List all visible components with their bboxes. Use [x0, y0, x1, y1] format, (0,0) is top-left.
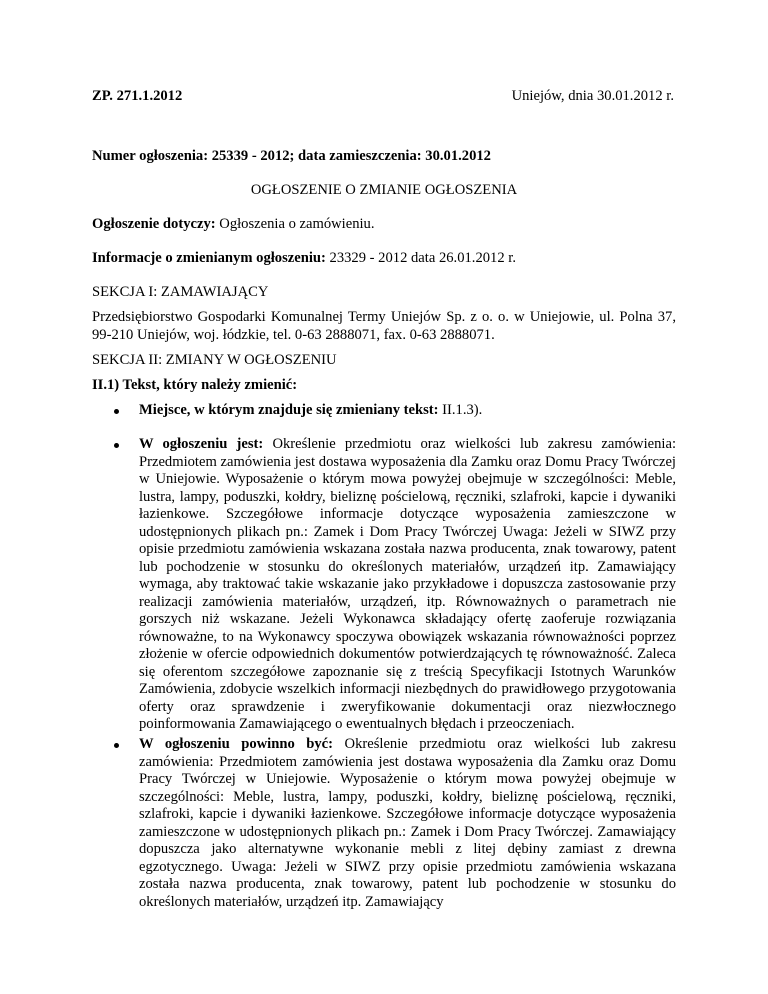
list-item-text	[139, 736, 676, 911]
changed-notice-line	[92, 250, 676, 268]
concerns-label: Ogłoszenie dotyczy:	[92, 216, 216, 232]
list-item	[92, 436, 676, 734]
notice-number-text: Numer ogłoszenia: 25339 - 2012; data zamieszczenia: 30.01.2012	[92, 148, 491, 164]
bullet-icon	[114, 409, 119, 414]
concerns-line	[92, 216, 676, 234]
section2-heading: SEKCJA II: ZMIANY W OGŁOSZENIU	[92, 352, 337, 368]
section2-subheading-text: II.1) Tekst, który należy zmienić:	[92, 377, 298, 393]
section2-subheading	[92, 377, 676, 395]
item-text: Określenie przedmiotu oraz wielkości lub zakresu zamówienia: Przedmiotem zamówienia jest dostawa wyposażenia dla Zamku oraz Domu Pracy Twórczej w Uniejowie. Wyposażenie o którym mowa powyżej obejmuje w szczególności: Meble, lustra, lampy, poduszki, kołdry, bieliznę pościelową, ręczniki, szlafroki, kapcie i dywaniki łazienkowe. Szczegółowe informacje dotyczące wyposażenia zamieszczone w udostępnionych plikach pn.: Zamek i Dom Pracy Twórczej Uwaga: Jeżeli w SIWZ przy opisie przedmiotu zamówienia wskazana została nazwa producenta, znak towarowy, patent lub pochodzenie w stosunku do określonych materiałów, urządzeń itp. Zamawiający wymaga, aby traktować takie wskazanie jako przykładowe i dopuszcza zastosowanie przy realizacji zamówienia materiałów, urządzeń, itp. Równoważnych o parametrach nie gorszych niż wskazane. Jeżeli Wykonawca składający ofertę zaoferuje rozwiązania równoważne, to na Wykonawcy spoczywa obowiązek wskazania równoważności poprzez złożenie w ofercie odpowiednich dokumentów potwierdzających tę równoważność. Zaleca się oferentom szczegółowe zapoznanie się z treścią Specyfikacji Istotnych Warunków Zamówienia, zdobycie wszelkich informacji niezbędnych do prawidłowego przygotowania oferty oraz sprawdzenie i zweryfikowanie dokumentacji oraz niezwłocznego poinformowania Zamawiającego o ewentualnych błędach i przeoczeniach.	[139, 436, 676, 732]
item-label: Miejsce, w którym znajduje się zmieniany tekst:	[139, 402, 439, 418]
changed-notice-value: 23329 - 2012 data 26.01.2012 r.	[329, 250, 516, 266]
concerns-value: Ogłoszenia o zamówieniu.	[219, 216, 375, 232]
item-text: Określenie przedmiotu oraz wielkości lub zakresu zamówienia: Przedmiotem zamówienia jest dostawa wyposażenia dla Zamku oraz Domu Pracy Twórczej w Uniejowie. Wyposażenie o którym mowa powyżej obejmuje w szczególności: Meble, lustra, lampy, poduszki, kołdry, bieliznę pościelową, ręczniki, szlafroki, kapcie i dywaniki łazienkowe. Szczegółowe informacje dotyczące wyposażenia zamieszczone w udostępnionych plikach pn.: Zamek i Dom Pracy Twórczej. Zamawiający dopuszcza jako alternatywne wykonanie mebli z litej dębiny zamiast z drewna egzotycznego. Uwaga: Jeżeli w SIWZ przy opisie przedmiotu zamówienia wskazana została nazwa producenta, znak towarowy, patent lub pochodzenie w stosunku do określonych materiałów, urządzeń itp. Zamawiający	[139, 736, 676, 910]
page-title: OGŁOSZENIE O ZMIANIE OGŁOSZENIA	[250, 182, 518, 198]
item-label: W ogłoszeniu powinno być:	[139, 736, 334, 752]
notice-number-line	[92, 148, 676, 166]
section1-body: Przedsiębiorstwo Gospodarki Komunalnej Termy Uniejów Sp. z o. o. w Uniejowie, ul. Polna 37, 99-210 Uniejów, woj. łódzkie, tel. 0-63 2888071, fax. 0-63 2888071.	[92, 309, 676, 343]
list-item-text	[139, 436, 676, 734]
list-item	[92, 402, 676, 420]
bullet-icon	[114, 743, 119, 748]
section1-heading: SEKCJA I: ZAMAWIAJĄCY	[92, 284, 269, 300]
item-label: W ogłoszeniu jest:	[139, 436, 264, 452]
reference-number: ZP. 271.1.2012	[92, 88, 183, 104]
list-item-text	[139, 402, 676, 420]
changed-notice-label: Informacje o zmienianym ogłoszeniu:	[92, 250, 326, 266]
item-text: II.1.3).	[442, 402, 483, 418]
place-date: Uniejów, dnia 30.01.2012 r.	[511, 88, 674, 104]
list-item	[92, 736, 676, 911]
bullet-icon	[114, 443, 119, 448]
